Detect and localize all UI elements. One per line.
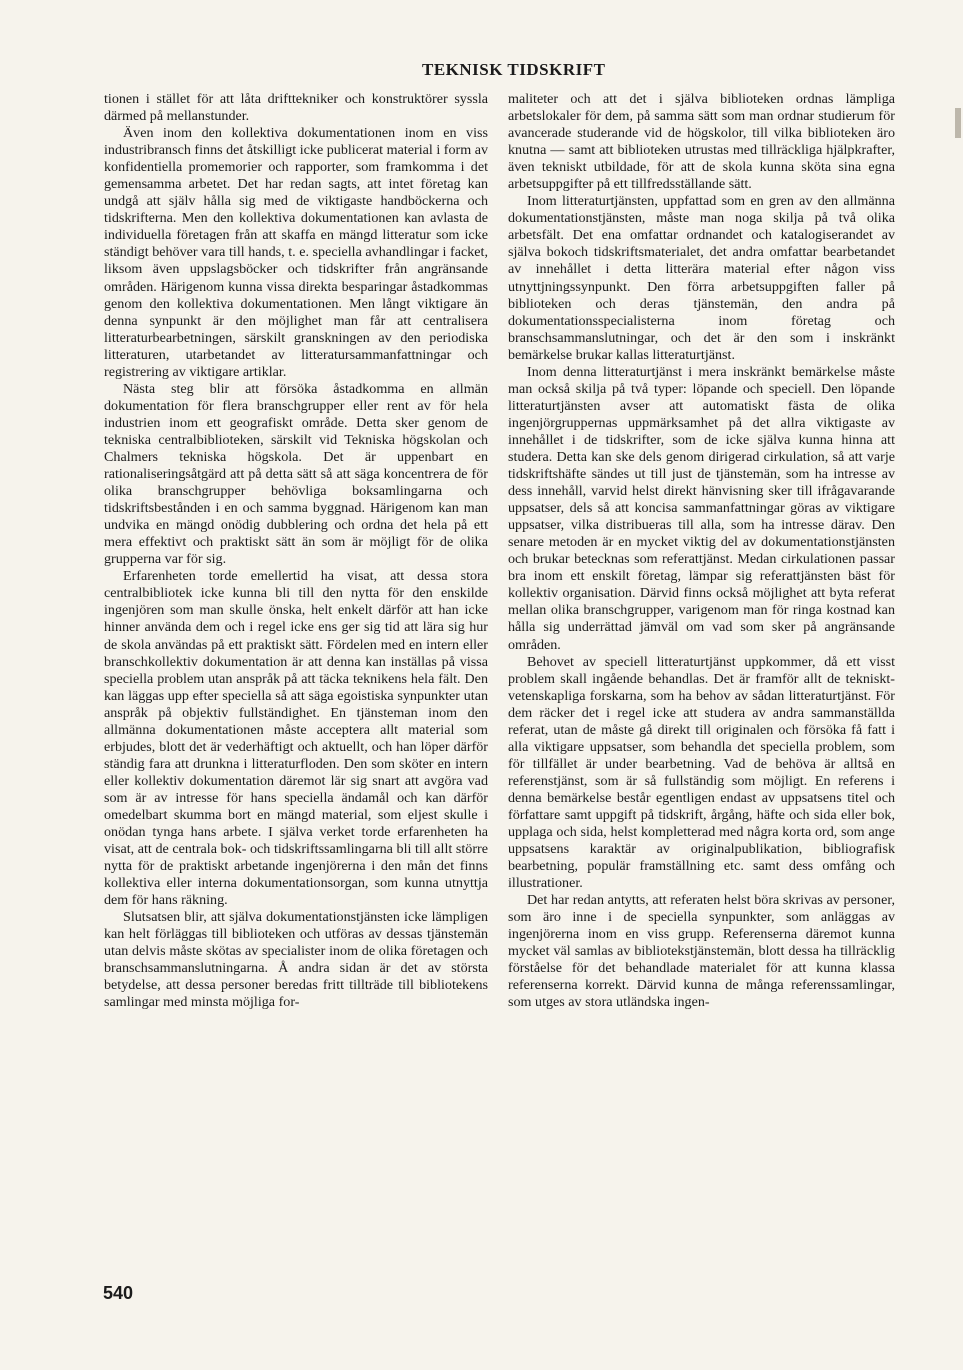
right-column — [508, 91, 895, 1271]
page-number: 540 — [103, 1283, 134, 1303]
paragraph: Inom denna litteraturtjänst i mera inskränkt bemärkelse måste man också skilja på två typer: löpande och speciell. Den löpande litteraturtjänsten avser att automatiskt fästa de olika ingenjörgruppernas uppmärksamhet på det allra viktigaste av innehållet i de tidskrifter, som de icke själva kunna hinna att studera. Detta kan ske dels genom dirigerad cirkulation, så att varje tidskriftshäfte sändes ut till just de tjänstemän, som ha intresse av dess innehåll, varvid helst direkt hänvisning sker till ifrågavarande uppsatser, dels så att koncisa sammanfattningar göras av viktigare uppsatser, vilka distribueras till alla, som ha intresse därav. Den senare metoden är en mycket viktig del av dokumentationstjänsten och brukar betecknas som referattjänst. Medan cirkulationen passar bra inom ett enskilt företag, lämpar sig referattjänsten bäst för kollektiv organisation. Därvid finns också möjlighet att byta referat mellan olika branschgrupper, varigenom man för ringa kostnad kan hålla sig underrättad jämväl om vad som sker på angränsande områden. — [508, 363, 895, 653]
left-column — [104, 91, 488, 1271]
paragraph: maliteter och att det i själva biblioteken ordnas lämpliga arbetslokaler för dem, på samma sätt som man ordnar studierum för avancerade studerande vid de högskolor, till vilka biblioteken äro knutna — samt att biblioteken utrustas med tillräckliga hjälpkrafter, även tekniskt utbildade, för att de skola kunna sköta sina egna arbetsuppgifter på ett tillfredsställande sätt. — [508, 91, 895, 193]
paragraph: Det har redan antytts, att referaten helst böra skrivas av personer, som äro inne i de speciella synpunkter, som anläggas av ingenjörerna inom en viss grupp. Referenserna däremot kunna mycket väl samlas av bibliotekstjänstemän, blott dessa ha tillräcklig förståelse för det behandlade materialet för att kunna klassa referenserna korrekt. Därvid kunna de många referenssamlingar, som utges av stora utländska ingen- — [508, 892, 895, 1011]
running-header: TEKNISK TIDSKRIFT — [422, 60, 606, 79]
paragraph: Slutsatsen blir, att själva dokumentationstjänsten icke lämpligen kan helt förläggas till biblioteken och utföras av dessas tjänstemän utan delvis måste skötas av specialister inom de olika företagen och branschsammanslutningarna. Å andra sidan är det av största betydelse, att dessa personer beredas fritt tillträde till bibliotekens samlingar med minsta möjliga for- — [104, 909, 488, 1011]
paragraph: Nästa steg blir att försöka åstadkomma en allmän dokumentation för flera branschgrupper eller rent av för hela industrien inom ett geografiskt område. Detta sker genom de tekniska centralbiblioteken, särskilt vid Tekniska högskolan och Chalmers tekniska högskola. Det är uppenbart en rationaliseringsåtgärd att på detta sätt så att säga koncentrera de för olika branschgrupper behövliga boksamlingarna och tidskriftsbestånden i en och samma byggnad. Härigenom kan man undvika en mängd onödig dubblering och ordna det hela på ett mera effektivt och praktiskt sätt än som är möjligt för de olika grupperna var för sig. — [104, 380, 488, 568]
paragraph: Inom litteraturtjänsten, uppfattad som en gren av den allmänna dokumentationstjänsten, måste man noga skilja på två olika arbetsfält. Det ena omfattar ordnandet och katalogiserandet av själva bokoch tidskriftsmaterialet, det andra omfattar bearbetandet av innehållet i detta litterära material efter någon viss utnyttjningssynpunkt. Den förra arbetsuppgiften faller på biblioteken och deras tjänstemän, den andra på dokumentationsspecialisterna inom företag och branschsammanslutningar, och det är den som i inskränkt bemärkelse brukar kallas litteraturtjänst. — [508, 193, 895, 363]
paragraph: tionen i stället för att låta drifttekniker och konstruktörer syssla därmed på mellanstunder. — [104, 91, 488, 125]
paragraph: Erfarenheten torde emellertid ha visat, att dessa stora centralbibliotek icke kunna bli till den nytta för den enskilde ingenjören som man skulle önska, helt enkelt därför att han icke hinner använda dem och i regel icke ens ger sig tid att lära sig hur de skola användas på ett praktiskt sätt. Fördelen med en intern eller branschkollektiv dokumentation är att denna kan inställas på vissa speciella problem utan anspråk på att täcka teknikens hela fält. Den kan läggas upp efter speciella så att säga egoistiska synpunkter utan anspråk på objektiv fullständighet. En tjänsteman inom den allmänna dokumentationen måste acceptera allt material som erbjudes, blott det är vederhäftigt och aktuellt, och han löper därför ständig fara att drunkna i litteraturfloden. Den som sköter en intern eller kollektiv dokumentation däremot lär sig snart att avgöra vad som är av intresse för hans speciella ändamål och kan därför omedelbart skumma bort en mängd material, som eljest skulle i onödan tynga hans arbete. I själva verket torde erfarenheten ha visat, att de centrala bok- och tidskriftssamlingarna bli till allt större nytta för de praktiskt arbetande ingenjörerna i den mån det finns kollektiva eller interna dokumentationsorgan, som kunna utnyttja dem för hans räkning. — [104, 568, 488, 909]
paragraph: Behovet av speciell litteraturtjänst uppkommer, då ett visst problem skall ingående behandlas. Det är framför allt de tekniskt-vetenskapliga forskarna, som ha behov av sådan litteraturtjänst. För dem räcker det i regel icke att studera av andra sammanställda referat, utan de måste gå direkt till originalen och försöka få fatt i alla viktigare uppsatser, som behandla det speciella problem, som för tillfället är under bearbetning. Vad de behöva är alltså en referenstjänst, som är så fullständig som möjligt. En referens i denna bemärkelse består egentligen endast av uppsatsens titel och författare samt uppgift på tidskrift, årgång, häfte och sida eller bok, upplaga och sida, helst kompletterad med några korta ord, som ange uppsatsens karaktär av originalpublikation, bibliografisk bearbetning, populär framställning etc. samt dess omfång och illustrationer. — [508, 653, 895, 892]
paragraph: Även inom den kollektiva dokumentationen inom en viss industribransch finns det åtskilligt icke publicerat material i form av konfidentiella promemorier och rapporter, som framkomma i det gemensamma arbetet. Det har redan sagts, att intet företag kan undgå att själv hålla sig med de viktigaste handböckerna och tidskrifterna. Men den kollektiva dokumentationen kan avlasta de individuella företagen från att skaffa en mängd litteratur som icke ständigt behöver vara till hands, t. e. speciella avhandlingar i facket, liksom även uppslagsböcker och tidskrifter från angränsande områden. Härigenom kunna vissa direkta besparingar åstadkommas genom den kollektiva dokumentationen. Men långt viktigare än denna synpunkt är den möjlighet man får att centralisera litteraturbearbetningen, särskilt granskningen av den periodiska litteraturen, utarbetandet av litteratursammanfattningar och registrering av viktigare artiklar. — [104, 125, 488, 380]
binding-mark — [955, 108, 961, 138]
